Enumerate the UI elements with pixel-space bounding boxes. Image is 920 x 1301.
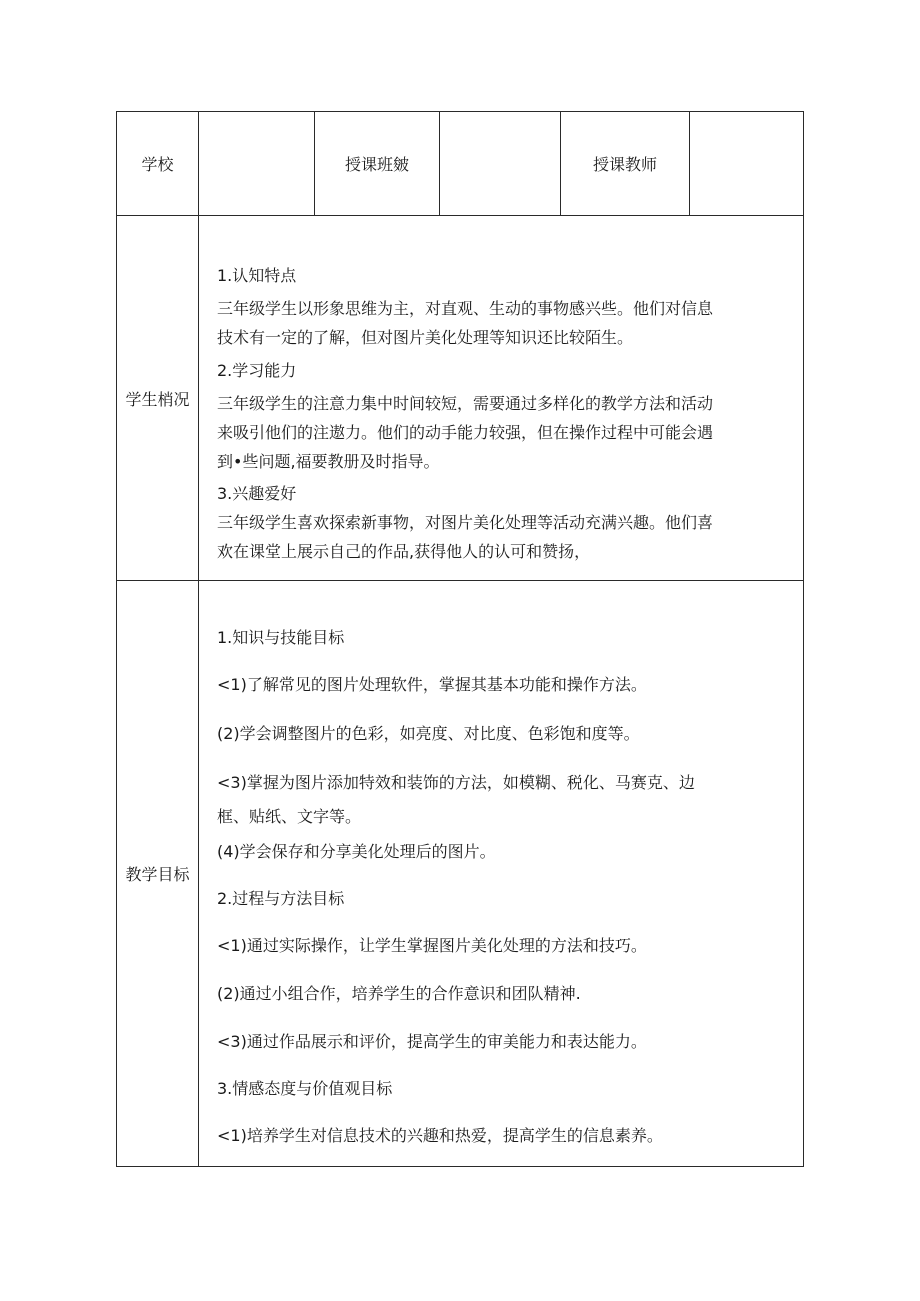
teaching-goals-row: [117, 581, 804, 1167]
goal-line: <3)通过作品展示和评价，提高学生的审美能力和表达能力。: [217, 1032, 647, 1051]
student-situation-label: 学生梢况: [117, 216, 199, 581]
goal-line: <3)掌握为图片添加特效和装饰的方法，如模糊、税化、马赛克、边: [217, 773, 695, 792]
goal-line: <1)通过实际操作，让学生掌握图片美化处理的方法和技巧。: [217, 936, 647, 955]
situation-heading-3: 3.兴趣爱好: [217, 483, 297, 503]
goal-heading-2: 2.过程与方法目标: [217, 889, 345, 908]
teacher-label: 授课教师: [561, 112, 690, 216]
situation-heading-1: 1.认知特点: [217, 265, 297, 285]
school-value-cell: [199, 112, 315, 216]
goal-line: (2)学会调整图片的色彩，如亮度、对比度、色彩饱和度等。: [217, 724, 640, 743]
situation-line: 技术有一定的了解，但对图片美化处理等知识还比较陌生。: [217, 327, 634, 347]
header-row: [117, 112, 804, 216]
goal-line: (4)学会保存和分享美化处理后的图片。: [217, 842, 496, 861]
student-situation-row: [117, 216, 804, 581]
situation-line: 来吸引他们的注遨力。他们的动手能力较强，但在操作过程中可能会遇: [217, 422, 714, 442]
goal-line: <1)了解常见的图片处理软件，掌握其基本功能和操作方法。: [217, 675, 647, 694]
school-label: 学校: [117, 112, 199, 216]
situation-line: 三年级学生喜欢探索新事物，对图片美化处理等活动充满兴趣。他们喜: [217, 512, 714, 532]
class-value-cell: [440, 112, 561, 216]
situation-line: 三年级学生的注意力集中时间较短，需要通过多样化的教学方法和活动: [217, 393, 714, 413]
student-situation-content: [199, 216, 804, 581]
situation-line: 到•些问题,福要教册及时指导。: [217, 451, 440, 471]
teacher-value-cell: [690, 112, 804, 216]
goal-line: 框、贴纸、文字等。: [217, 807, 362, 826]
situation-line: 三年级学生以形象思维为主，对直观、生动的事物感兴些。他们对信息: [217, 298, 714, 318]
situation-line: 欢在课堂上展示自己的作品,获得他人的认可和赞扬，: [217, 541, 591, 561]
teaching-goals-label: 教学目标: [117, 581, 199, 1167]
goal-heading-3: 3.情感态度与价值观目标: [217, 1079, 393, 1098]
goal-line: (2)通过小组合作，培养学生的合作意识和团队精神.: [217, 984, 581, 1003]
situation-heading-2: 2.学习能力: [217, 360, 297, 380]
goal-heading-1: 1.知识与技能目标: [217, 628, 345, 647]
class-label: 授课班皴: [315, 112, 440, 216]
lesson-plan-table: [116, 111, 804, 1167]
teaching-goals-content: [199, 581, 804, 1167]
goal-line: <1)培养学生对信息技术的兴趣和热爱，提高学生的信息素养。: [217, 1126, 663, 1145]
